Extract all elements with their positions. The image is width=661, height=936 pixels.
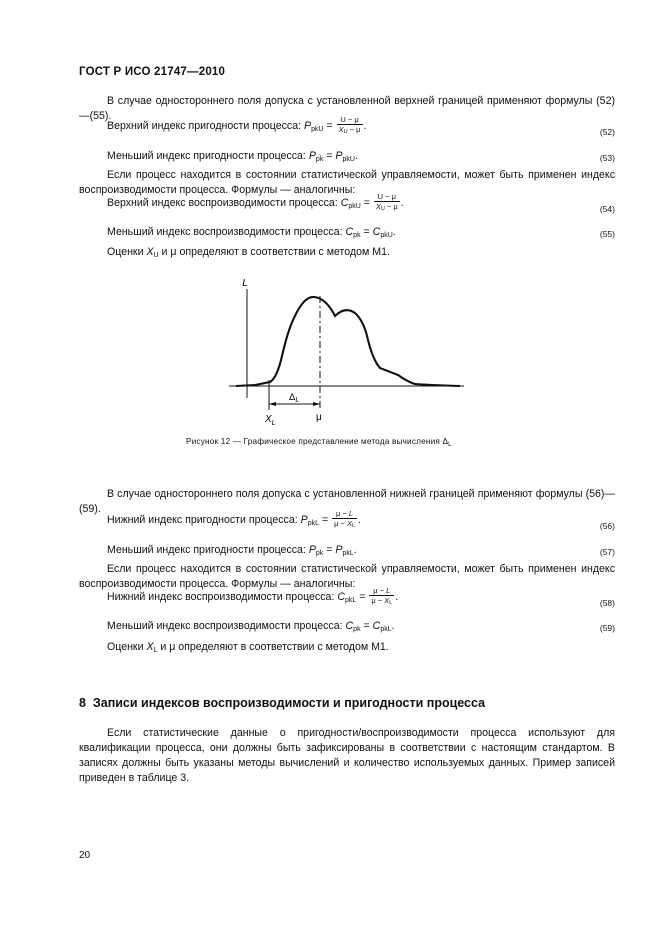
formula-53: Меньший индекс пригодности процесса: $P_{pk} = P_{pkU}$. — [107, 150, 358, 163]
figure-caption: Рисунок 12 — Графическое представление метода вычисления $\Delta_L$ — [186, 437, 452, 448]
formula-58-fraction: $\frac{\mu - L}{\mu - X_L}$ — [371, 586, 393, 606]
estimates-lower: Оценки $X_L$ и μ определяют в соответствии с методом М1. — [107, 641, 389, 654]
delta-label: $\Delta_L$ — [289, 392, 300, 404]
formula-number: (59) — [599, 623, 615, 633]
formula-59: Меньший индекс воспроизводимости процесса: $C_{pk} = C_{pkL}$. — [107, 620, 395, 633]
formula-56-row — [107, 509, 615, 535]
xl-label: $X_L$ — [265, 414, 276, 427]
formula-54: Верхний индекс воспроизводимости процесса: $C_{pkU}$ = $\frac{U - \mu}{X_U - \mu}$ . — [107, 192, 404, 212]
paragraph-statistical-control-1: Если процесс находится в состоянии статистической управляемости, может быть применен индекс воспроизводимости процесса. Формулы — аналогичны: — [79, 169, 615, 196]
arrow-right — [313, 402, 320, 406]
formula-number: (58) — [599, 598, 615, 608]
formula-56-fraction: $\frac{\mu - L}{\mu - X_L}$ — [334, 509, 356, 529]
estimates-upper: Оценки $X_U$ и μ определяют в соответствии с методом М1. — [107, 246, 390, 259]
formula-54-fraction: $\frac{U - \mu}{X_U - \mu}$ — [375, 192, 398, 212]
paragraph-section-8: Если статистические данные о пригодности/воспроизводимости процесса используют для квалификации процесса, они должны быть зафиксированы в соответствии с настоящим стандартом. В записях должны быть указаны методы вычислений и количество используемых данных. Пример записей приведен в таблице 3. — [79, 727, 615, 784]
formula-58: Нижний индекс воспроизводимости процесса: $C_{pkL}$ = $\frac{\mu - L}{\mu - X_L}$ . — [107, 586, 399, 606]
formula-57: Меньший индекс пригодности процесса: $P_{pk} = P_{pkL}$. — [107, 544, 357, 557]
formula-52: Верхний индекс пригодности процесса: $P_{pkU}$ = $\frac{U - \mu}{X_U - \mu}$ . — [107, 115, 367, 135]
formula-59-row — [107, 615, 615, 637]
document-header: ГОСТ Р ИСО 21747—2010 — [79, 66, 226, 78]
paragraph-upper-limit: В случае одностороннего поля допуска с установленной верхней границей применяют формулы (52)—(55). — [79, 95, 615, 122]
axis-label-L: L — [242, 278, 248, 289]
formula-52-fraction: $\frac{U - \mu}{X_U - \mu}$ — [338, 115, 361, 135]
formula-56: Нижний индекс пригодности процесса: $P_{pkL}$ = $\frac{\mu - L}{\mu - X_L}$ . — [107, 509, 361, 529]
section-8-heading: 8 Записи индексов воспроизводимости и пригодности процесса — [79, 696, 486, 710]
formula-number: (52) — [599, 127, 615, 137]
formula-number: (53) — [599, 153, 615, 163]
formula-55: Меньший индекс воспроизводимости процесса: $C_{pk} = C_{pkU}$. — [107, 226, 396, 239]
distribution-curve — [236, 297, 460, 386]
arrow-left — [269, 402, 276, 406]
mu-label: μ — [316, 412, 322, 423]
page-number: 20 — [79, 850, 91, 861]
formula-number: (54) — [599, 204, 615, 214]
formula-number: (57) — [599, 547, 615, 557]
formula-58-row — [107, 586, 615, 612]
paragraph-statistical-control-2: Если процесс находится в состоянии статистической управляемости, может быть применен индекс воспроизводимости процесса. Формулы — аналогичны: — [79, 563, 615, 590]
formula-number: (56) — [599, 521, 615, 531]
paragraph-lower-limit: В случае одностороннего поля допуска с установленной нижней границей применяют формулы (56)—(59). — [79, 488, 615, 515]
formula-57-row — [107, 539, 615, 561]
formula-number: (55) — [599, 229, 615, 239]
